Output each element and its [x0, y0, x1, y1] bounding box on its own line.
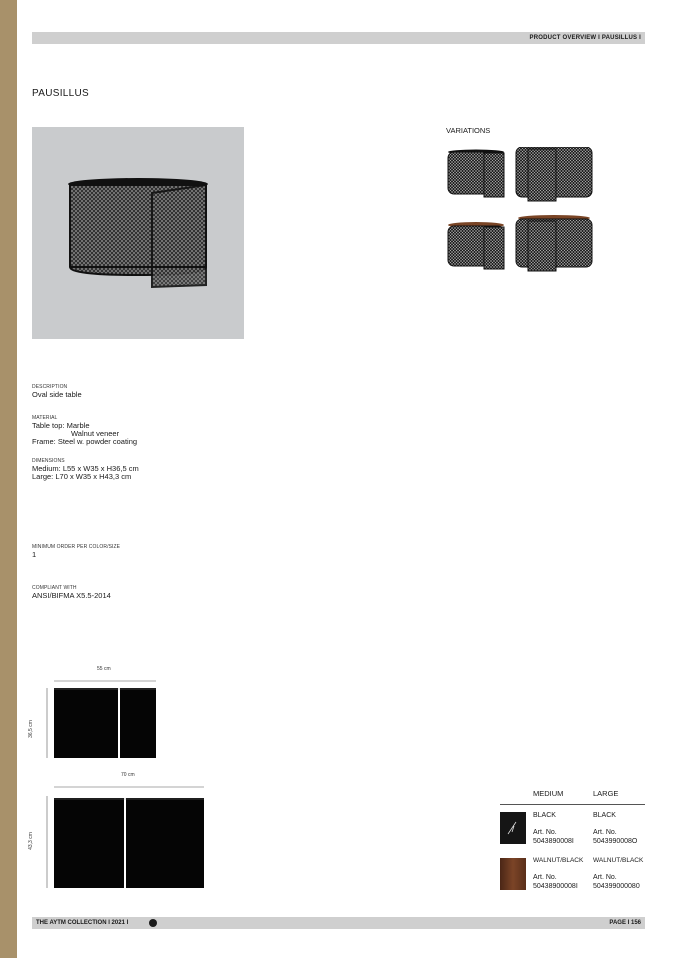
row1-large-art: 5043990008O: [593, 838, 638, 845]
material-line-2: Walnut veneer: [71, 429, 120, 438]
row2-medium-art: 50438900008I: [533, 883, 578, 890]
medium-height-label: 36,5 cm: [27, 720, 34, 738]
footer-bar: [32, 917, 645, 929]
large-technical-drawing: [44, 784, 208, 890]
product-hero-image: [32, 127, 244, 339]
variation-large-black: [516, 147, 592, 201]
header-bar: [32, 32, 645, 44]
side-color-stripe: [0, 0, 17, 958]
dimensions-label: DIMENSIONS: [32, 458, 65, 464]
row1-large-color: BLACK: [593, 812, 616, 819]
page-title: PAUSILLUS: [32, 88, 89, 99]
material-line-3: Frame: Steel w. powder coating: [32, 437, 138, 446]
row2-large-art-label: Art. No.: [593, 874, 617, 881]
row1-medium-color: BLACK: [533, 812, 556, 819]
swatch-black: [500, 812, 526, 844]
footer-page-number: PAGE I 156: [609, 920, 641, 926]
marble-vein-icon: [500, 812, 526, 844]
variation-medium-walnut: [448, 222, 504, 269]
variation-medium-black: [448, 150, 504, 198]
description-value: Oval side table: [32, 390, 82, 399]
compliant-label: COMPLIANT WITH: [32, 585, 77, 591]
material-line-1: Table top: Marble: [32, 421, 90, 430]
large-height-label: 43,3 cm: [27, 832, 34, 850]
table-divider: [500, 804, 645, 805]
table-header-large: LARGE: [593, 789, 619, 798]
row1-medium-art: 5043890008I: [533, 838, 574, 845]
footer-collection: THE AYTM COLLECTION I 2021 I: [36, 920, 129, 926]
table-header-medium: MEDIUM: [533, 789, 564, 798]
variation-large-walnut: [516, 215, 592, 271]
description-label: DESCRIPTION: [32, 384, 68, 390]
minimum-order-label: MINIMUM ORDER PER COLOR/SIZE: [32, 544, 121, 550]
minimum-order-value: 1: [32, 550, 37, 559]
variations-label: VARIATIONS: [446, 126, 491, 135]
dimensions-large: Large: L70 x W35 x H43,3 cm: [32, 472, 132, 481]
compliant-value: ANSI/BIFMA X5.5-2014: [32, 591, 111, 600]
pausillus-table-illustration: [32, 127, 244, 339]
swatch-walnut: [500, 858, 526, 890]
large-width-label: 70 cm: [121, 772, 135, 778]
dimensions-medium: Medium: L55 x W35 x H36,5 cm: [32, 464, 139, 473]
variations-thumbnails: [446, 147, 596, 272]
row2-large-color: WALNUT/BLACK: [593, 857, 644, 864]
header-breadcrumb: PRODUCT OVERVIEW I PAUSILLUS I: [529, 35, 641, 41]
row2-large-art: 504399000080: [593, 883, 640, 890]
row2-medium-art-label: Art. No.: [533, 874, 557, 881]
material-label: MATERIAL: [32, 415, 58, 421]
row2-medium-color: WALNUT/BLACK: [533, 857, 584, 864]
brand-logo-icon: [149, 919, 157, 927]
medium-technical-drawing: [44, 678, 159, 760]
medium-width-label: 55 cm: [97, 666, 111, 672]
row1-medium-art-label: Art. No.: [533, 829, 557, 836]
row1-large-art-label: Art. No.: [593, 829, 617, 836]
